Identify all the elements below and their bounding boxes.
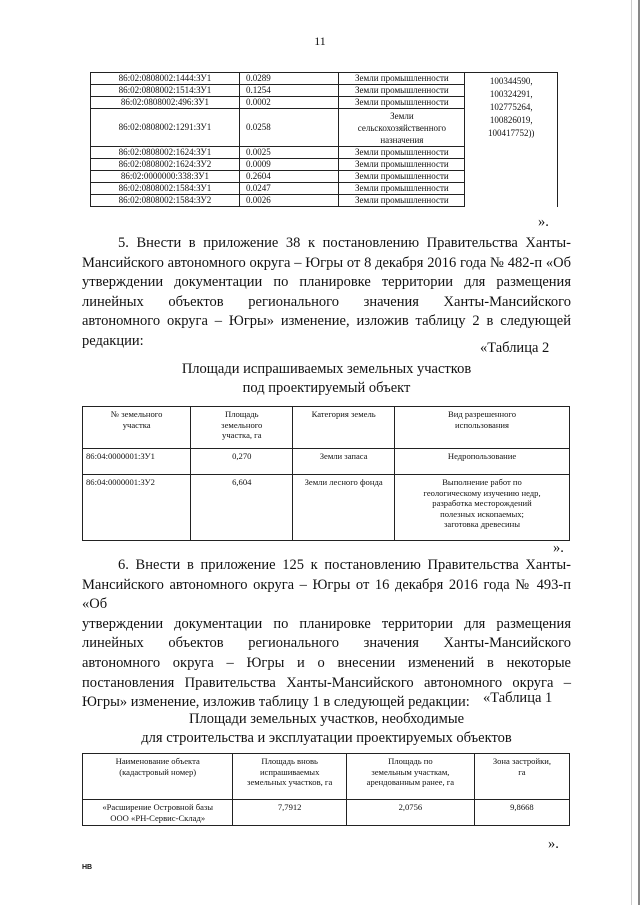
paragraph-line: утверждении документации по планировке территории для размещения: [82, 615, 571, 632]
table-row: [91, 73, 558, 85]
paragraph-line: Югры» изменение, изложив таблицу 1 в следующей редакции:: [82, 694, 470, 711]
table1-title: [82, 710, 571, 748]
name-line: «Расширение Островной базы: [102, 802, 214, 812]
table2-title: [82, 360, 571, 398]
plot-area: 0.2604: [239, 171, 338, 183]
header-line: испрашиваемых: [259, 766, 320, 777]
title-line: для строительства и эксплуатации проектируемых объектов: [141, 730, 512, 746]
cadastral-number: 86:02:0808002:1624:ЗУ2: [91, 159, 240, 171]
reference-numbers: [465, 73, 558, 207]
header-line: Площадь вновь: [261, 756, 318, 766]
closing-quote: ».: [553, 540, 564, 556]
use-line: Выполнение работ по: [442, 477, 522, 487]
header-line: Площадь: [225, 409, 259, 419]
cadastral-number: 86:02:0000000:338:ЗУ1: [91, 171, 240, 183]
plot-area: 0,270: [191, 449, 293, 475]
table1-label: «Таблица 1: [483, 690, 553, 706]
use-line: Недропользование: [447, 451, 517, 461]
land-category: Земли промышленности: [339, 195, 465, 207]
table2-label: «Таблица 2: [480, 340, 550, 356]
closing-quote: ».: [538, 214, 549, 230]
title-line: Площади земельных участков, необходимые: [188, 711, 465, 727]
name-line: ООО «РН-Сервис-Склад»: [110, 812, 206, 823]
header-line: га: [518, 766, 526, 777]
land-category: Земли промышленности: [339, 85, 465, 97]
header-line: Категория земель: [311, 409, 376, 419]
table-row: [83, 449, 570, 475]
land-category-line: Земли: [390, 110, 414, 121]
use-line: разработка месторождений: [432, 498, 532, 508]
land-category: Земли промышленности: [339, 147, 465, 159]
table-row: [83, 800, 570, 826]
use-line: геологическому изучению недр,: [423, 487, 541, 498]
header-line: (кадастровый номер): [119, 766, 197, 777]
header-line: использования: [455, 419, 509, 430]
header-new-area: [233, 754, 347, 800]
paragraph-line: 6. Внести в приложение 125 к постановлению Правительства Ханты-: [118, 557, 571, 573]
ref-number: 100417752)): [487, 128, 535, 139]
new-area: 7,7912: [233, 800, 347, 826]
header-line: Зона застройки,: [492, 756, 551, 766]
plot-area: 0.0026: [239, 195, 338, 207]
header-line: участка: [122, 419, 151, 430]
land-category: Земли промышленности: [339, 183, 465, 195]
land-category: Земли промышленности: [339, 97, 465, 109]
header-line: земельного: [221, 419, 263, 430]
table-header-row: [83, 407, 570, 449]
cadastral-number: 86:02:0808002:1584:ЗУ2: [91, 195, 240, 207]
table-header-row: [83, 754, 570, 800]
header-line: земельным участкам,: [371, 766, 450, 777]
scan-edge: [631, 0, 632, 905]
title-line: Площади испрашиваемых земельных участков: [181, 361, 472, 377]
leased-area: 2,0756: [346, 800, 474, 826]
header-line: земельных участков, га: [247, 777, 333, 787]
header-line: Площадь по: [388, 756, 433, 766]
header-line: Наименование объекта: [115, 756, 200, 766]
permitted-use: [395, 475, 570, 541]
plot-area: 0.1254: [239, 85, 338, 97]
requested-plots-table: [82, 406, 570, 541]
plot-area: 0.0002: [239, 97, 338, 109]
cadastral-number: 86:02:0808002:1291:ЗУ1: [91, 109, 240, 147]
plot-number: 86:04:0000001:ЗУ1: [83, 449, 191, 475]
plot-area: 0.0289: [239, 73, 338, 85]
header-permitted-use: [395, 407, 570, 449]
title-line: под проектируемый объект: [242, 380, 411, 396]
closing-quote: ».: [548, 836, 559, 852]
ref-number: 102775264,: [489, 102, 533, 113]
header-line: Вид разрешенного: [448, 409, 517, 419]
land-category: Земли промышленности: [339, 73, 465, 85]
cadastral-number: 86:02:0808002:496:ЗУ1: [91, 97, 240, 109]
header-plot-number: [83, 407, 191, 449]
header-line: № земельного: [110, 409, 163, 419]
use-line: полезных ископаемых;: [440, 508, 524, 519]
header-leased-area: [346, 754, 474, 800]
paragraph-line: автономного округа – Югры и о внесении изменений в некоторые: [82, 654, 571, 671]
header-land-category: [293, 407, 395, 449]
paragraph-line: автономного округа – Югры» изменение, изложив таблицу 2 в следующей: [82, 313, 571, 330]
cadastral-number: 86:02:0808002:1444:ЗУ1: [91, 73, 240, 85]
ref-number: 100324291,: [489, 89, 533, 100]
plot-area: 0.0247: [239, 183, 338, 195]
paragraph-line: линейных объектов регионального значения Ханты-Мансийского: [82, 293, 571, 310]
plot-area: 0.0009: [239, 159, 338, 171]
object-name: [83, 800, 233, 826]
land-category: Земли запаса: [293, 449, 395, 475]
plot-area: 0.0025: [239, 147, 338, 159]
paragraph-5: [82, 234, 571, 352]
cadastral-number: 86:02:0808002:1584:ЗУ1: [91, 183, 240, 195]
plot-area: 6,604: [191, 475, 293, 541]
use-line: заготовка древесины: [444, 519, 521, 529]
paragraph-line: 5. Внести в приложение 38 к постановлению Правительства Ханты-: [118, 235, 571, 251]
land-category-line: назначения: [380, 134, 424, 145]
header-building-zone: [474, 754, 569, 800]
header-line: арендованным ранее, га: [366, 777, 455, 787]
table-row: [83, 475, 570, 541]
land-category: [339, 109, 465, 147]
ref-number: 100826019,: [489, 115, 533, 126]
land-category: Земли промышленности: [339, 159, 465, 171]
plot-area: 0.0258: [239, 109, 338, 147]
land-category: Земли лесного фонда: [293, 475, 395, 541]
header-object-name: [83, 754, 233, 800]
page-number: 11: [314, 34, 326, 48]
paragraph-line: утверждении документации по планировке территории для размещения: [82, 274, 571, 291]
paragraph-line: постановления Правительства Ханты-Мансийского автономного округа –: [82, 674, 571, 691]
building-zone: 9,8668: [474, 800, 569, 826]
construction-plots-table: [82, 753, 570, 826]
footer-mark: НВ: [82, 864, 93, 871]
cadastral-number: 86:02:0808002:1514:ЗУ1: [91, 85, 240, 97]
paragraph-line: редакции:: [82, 332, 144, 349]
land-plots-table-continued: [90, 72, 558, 207]
header-line: участка, га: [222, 430, 262, 440]
permitted-use: [395, 449, 570, 475]
land-category-line: сельскохозяйственного: [357, 122, 447, 133]
cadastral-number: 86:02:0808002:1624:ЗУ1: [91, 147, 240, 159]
ref-number: 100344590,: [489, 76, 533, 87]
header-plot-area: [191, 407, 293, 449]
land-category: Земли промышленности: [339, 171, 465, 183]
paragraph-line: линейных объектов регионального значения Ханты-Мансийского: [82, 635, 571, 652]
paragraph-line: Мансийского автономного округа – Югры от 8 декабря 2016 года № 482-п «Об: [82, 254, 571, 271]
paragraph-line: Мансийского автономного округа – Югры от 16 декабря 2016 года № 493-п «Об: [82, 576, 571, 613]
plot-number: 86:04:0000001:ЗУ2: [83, 475, 191, 541]
